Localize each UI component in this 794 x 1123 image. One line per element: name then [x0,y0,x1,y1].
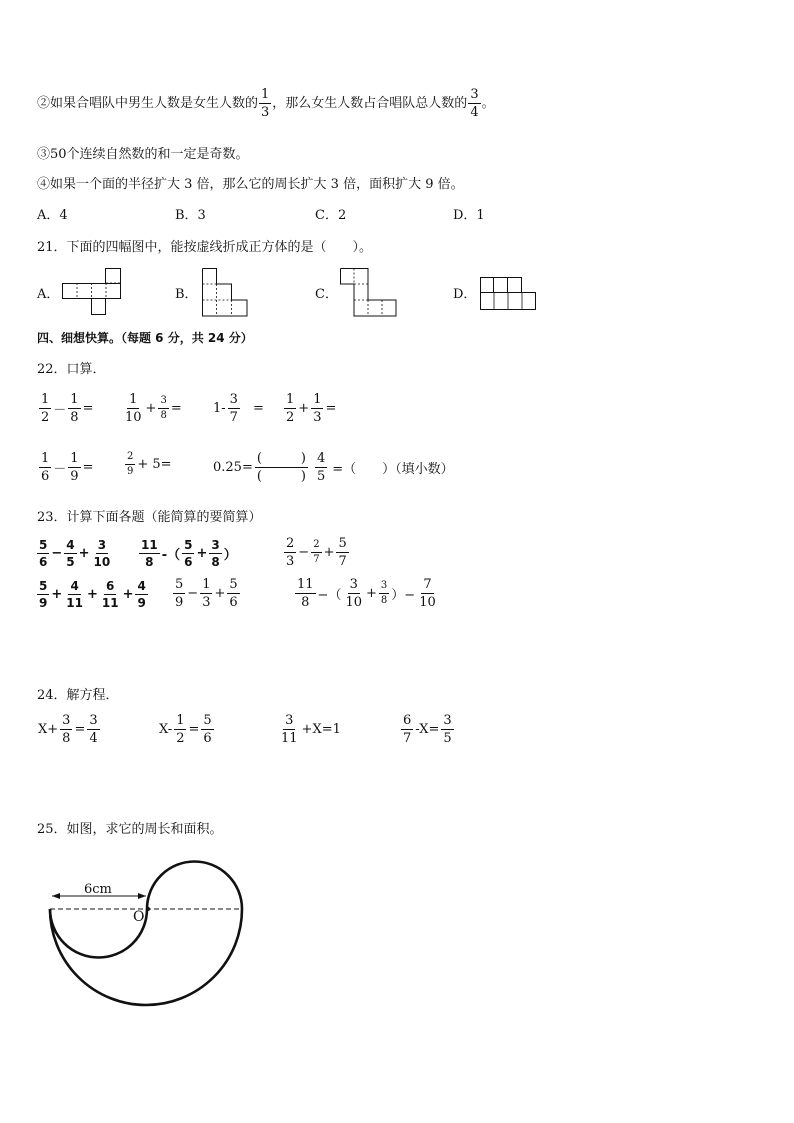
operator: +X=1 [301,722,341,737]
fraction: $\frac{5}{7}$ [338,536,347,569]
fraction: $\frac{4}{9}$ [137,579,146,610]
q25-figure [44,852,250,1012]
operator: -X= [415,722,440,737]
q21-label-d: D． [453,287,477,302]
operator: + [196,546,208,561]
q20-statement-2 [37,88,495,119]
operator: + [122,587,134,602]
q23-expr-r1c3 [283,537,350,568]
large-upper-arc [147,862,242,910]
q21-label-c: C． [315,287,338,302]
fraction: $\frac{6}{7}$ [403,713,412,746]
operator: -（ [161,548,181,563]
fraction: $\frac{5}{6}$ [229,577,238,610]
q20-statement-4: ④如果一个面的半径扩大 3 倍，那么它的周长扩大 3 倍，面积扩大 9 倍。 [37,177,464,192]
fraction: $\frac{6}{11}$ [101,579,119,610]
fraction: $\frac{11}{8}$ [141,538,158,569]
q24-equation-4 [400,714,455,745]
operator: + [323,545,335,560]
q24-equation-3 [278,714,342,745]
q22-expr-2: $\frac{1}{10}$ + $\frac{3}{8}$ = [125,392,182,425]
operator: X+ [38,722,59,737]
q22-expr-7: 0.25= $\frac{( )}{( )}$ [213,451,306,484]
center-label: O [133,909,145,925]
operator: − [298,545,310,560]
operator: = [74,722,86,737]
fraction: $\frac{7}{10}$ [419,577,436,610]
operator: + [366,586,377,601]
q23-expr-r1c1 [36,539,113,568]
fraction: $\frac{4}{11}$ [66,579,83,610]
q22-expr-4: $\frac{1}{2}$ + $\frac{1}{3}$ = [286,392,337,425]
q22-expr-5: $\frac{1}{6}$ － $\frac{1}{9}$ = [41,451,94,484]
q22-expr-1: $\frac{1}{2}$ － $\frac{1}{8}$ = [41,392,94,425]
q22-expr-8: $\frac{4}{5}$ =（ ）（填小数） [317,451,454,484]
center-point [146,907,150,911]
q20-s2-mid: ，那么女生人数占合唱队总人数的 [272,95,468,111]
q23-expr-r1c2 [138,539,238,568]
fraction: $\frac{3}{4}$ [89,713,98,746]
arrow-left-head [52,893,60,899]
operator: + [51,587,63,602]
q20-option-b: B．3 [175,208,206,223]
arrow-right-head [138,893,146,899]
cube-net-b [202,268,252,320]
operator: −（ [317,588,342,603]
q20-s2-end: 。 [481,95,495,111]
q22-expr-6: $\frac{2}{9}$ + 5= [127,451,172,477]
q20-option-a: A．4 [37,208,68,223]
q21-label-b: B． [175,287,198,302]
q24-title: 24．解方程． [37,688,119,703]
measure-label: 6cm [84,882,112,897]
q20-option-c: C．2 [315,208,347,223]
q21-label-a: A． [37,287,60,302]
fraction: $\frac{5}{6}$ [203,713,212,746]
q23-expr-r2c3 [294,578,439,609]
fraction: $\frac{5}{6}$ [39,538,48,569]
fraction: $\frac{2}{7}$ [313,539,320,565]
fraction: $\frac{3}{10}$ [345,577,362,610]
fraction: $\frac{5}{9}$ [39,579,48,610]
fraction: $\frac{3}{11}$ [281,713,298,746]
fraction: $\frac{1}{2}$ [176,713,185,746]
operator: ）− [391,588,416,603]
operator: + [78,546,90,561]
cube-net-d [480,276,540,316]
fraction: $\frac{1}{3}$ [202,577,211,610]
fraction: $\frac{3}{4}$ [470,87,479,120]
q21-question: 21．下面的四幅图中，能按虚线折成正方体的是（ ）。 [37,240,373,255]
operator: − [187,586,199,601]
operator: X- [159,722,173,737]
q22-title: 22．口算． [37,362,106,377]
operator: ） [223,548,237,563]
operator: + [86,587,98,602]
operator: + [214,586,226,601]
operator: − [51,546,63,561]
q23-title: 23．计算下面各题（能简算的要简算） [37,510,262,525]
q24-equation-2 [158,714,215,745]
fraction: $\frac{5}{6}$ [184,538,193,569]
q23-expr-r2c1 [36,580,149,609]
q22-expr-3: 1- $\frac{3}{7}$ = [213,392,264,425]
fraction: $\frac{1}{3}$ [261,87,270,120]
cube-net-a [62,267,122,317]
fraction: $\frac{3}{8}$ [62,713,71,746]
q23-expr-r2c2 [172,578,241,609]
q20-s2-prefix: ②如果合唱队中男生人数是女生人数的 [37,95,259,111]
fraction: $\frac{3}{5}$ [443,713,452,746]
fraction: $\frac{3}{10}$ [93,538,111,569]
section-4-heading: 四、细想快算。（每题 6 分，共 24 分） [37,331,253,345]
fraction: $\frac{2}{3}$ [286,536,295,569]
fraction: $\frac{5}{9}$ [175,577,184,610]
operator: = [188,722,200,737]
fraction: $\frac{3}{8}$ [380,580,388,606]
q20-statement-3: ③50个连续自然数的和一定是奇数。 [37,147,249,162]
q24-equation-1 [37,714,101,745]
fraction: $\frac{11}{8}$ [297,577,314,610]
cube-net-c [340,268,400,320]
q25-title: 25．如图，求它的周长和面积。 [37,822,223,837]
fraction: $\frac{4}{5}$ [66,538,75,569]
fraction: $\frac{3}{8}$ [211,538,220,569]
q20-option-d: D．1 [453,208,485,223]
